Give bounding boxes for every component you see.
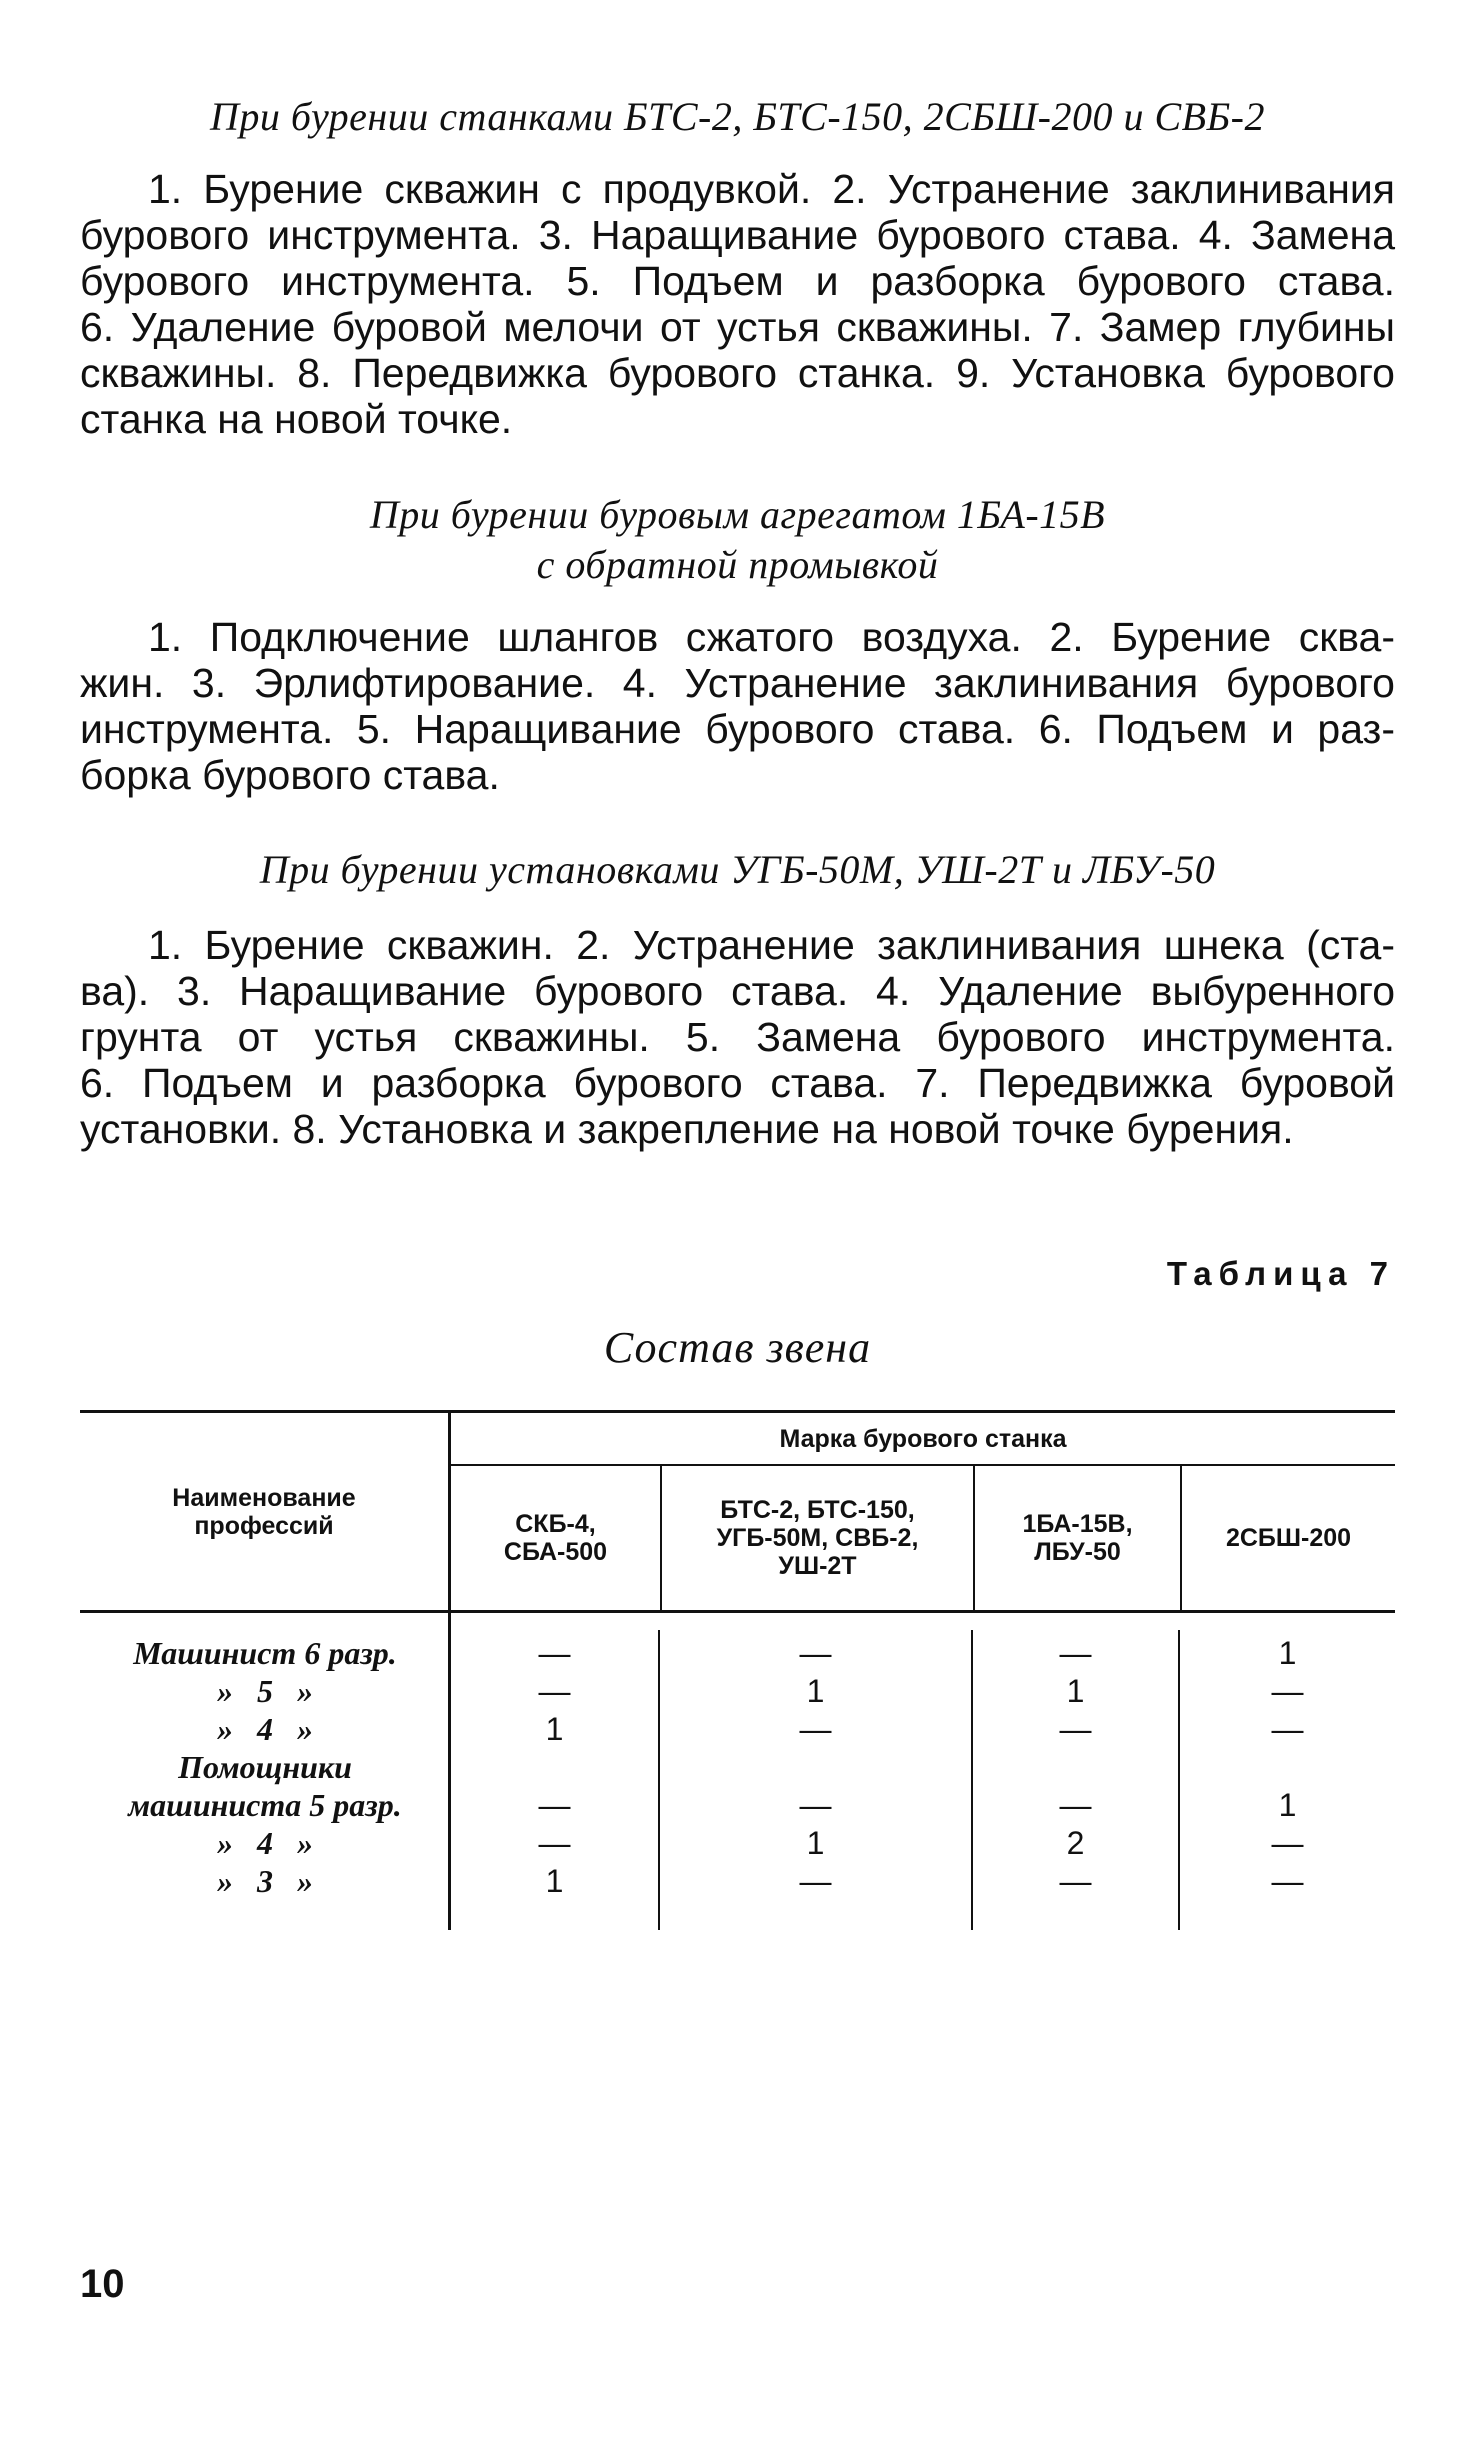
table-cell: 1: [545, 1711, 564, 1747]
table-title: Состав звена: [603, 1323, 872, 1372]
text-line: бурового инструмента. 5. Подъем и разборка бурового става.: [80, 258, 1395, 304]
header-column: БТС-2, БТС-150, УГБ-50М, СВБ-2, УШ-2Т: [716, 1496, 919, 1580]
text-line: борка бурового става.: [80, 752, 500, 798]
text-line: установки. 8. Установка и закрепление на новой точке бурения.: [80, 1106, 1294, 1152]
table-cell: —: [1059, 1787, 1092, 1823]
section-3-heading: [80, 845, 1395, 895]
section-3-text: [80, 922, 1395, 1152]
text-line: бурового инструмента. 3. Наращивание бурового става. 4. Замена: [80, 212, 1395, 258]
text-line: скважины. 8. Передвижка бурового станка. 9. Установка бурового: [80, 350, 1395, 396]
table-cell: —: [1059, 1863, 1092, 1899]
text-line: 6. Подъем и разборка бурового става. 7. Передвижка буровой: [80, 1060, 1395, 1106]
table-cell: —: [1059, 1635, 1092, 1671]
section-3-heading-line: При бурении установками УГБ-50М, УШ-2Т и ЛБУ-50: [259, 847, 1216, 892]
table-cell: —: [799, 1863, 832, 1899]
text-line: станка на новой точке.: [80, 396, 513, 442]
table-header-rule: [80, 1610, 1395, 1613]
table-cell: —: [538, 1635, 571, 1671]
table-cell: 1: [806, 1825, 825, 1861]
row-label: Помощники: [178, 1749, 352, 1785]
text-line: жин. 3. Эрлифтирование. 4. Устранение заклинивания бурового: [80, 660, 1395, 706]
page-number: 10: [80, 2262, 125, 2306]
row-label: машиниста 5 разр.: [128, 1787, 402, 1823]
header-profession: Наименование профессий: [172, 1483, 356, 1540]
section-2-heading-line: При бурении буровым агрегатом 1БА-15В: [369, 492, 1106, 537]
header-column: 2СБШ-200: [1225, 1524, 1352, 1552]
table-cell: —: [1271, 1673, 1304, 1709]
table-cell: —: [1059, 1711, 1092, 1747]
table-cell: —: [799, 1787, 832, 1823]
table-cell: 1: [545, 1863, 564, 1899]
text-line: грунта от устья скважины. 5. Замена бурового инструмента.: [80, 1014, 1395, 1060]
table-cell: —: [1271, 1863, 1304, 1899]
text-line: 1. Подключение шлангов сжатого воздуха. 2. Бурение сква-: [148, 614, 1395, 660]
row-label: » 3 »: [217, 1863, 313, 1899]
table-cell: 1: [1066, 1673, 1085, 1709]
table-cell: —: [1271, 1825, 1304, 1861]
row-label: Машинист 6 разр.: [133, 1635, 397, 1671]
section-2-heading-line: с обратной промывкой: [536, 542, 939, 587]
table-cell: 1: [806, 1673, 825, 1709]
header-column: СКБ-4, СБА-500: [503, 1510, 608, 1566]
text-line: ва). 3. Наращивание бурового става. 4. Удаление выбуренного: [80, 968, 1395, 1014]
section-1-heading-line: При бурении станками БТС-2, БТС-150, 2СБШ-200 и СВБ-2: [209, 94, 1266, 139]
text-line: 1. Бурение скважин с продувкой. 2. Устранение заклинивания: [148, 166, 1395, 212]
table-cell: 1: [1278, 1635, 1297, 1671]
row-label: » 4 »: [217, 1711, 313, 1747]
section-1-heading: [80, 92, 1395, 142]
text-line: 6. Удаление буровой мелочи от устья скважины. 7. Замер глубины: [80, 304, 1395, 350]
table-label: Таблица 7: [1166, 1255, 1395, 1292]
table-cell: —: [799, 1635, 832, 1671]
section-1-text: [80, 166, 1395, 442]
header-column: 1БА-15В, ЛБУ-50: [1022, 1510, 1133, 1566]
table-cell: 2: [1066, 1825, 1085, 1861]
table-cell: 1: [1278, 1787, 1297, 1823]
row-label: » 4 »: [217, 1825, 313, 1861]
row-label: » 5 »: [217, 1673, 313, 1709]
table-cell: —: [1271, 1711, 1304, 1747]
crew-table: [80, 1410, 1395, 1930]
header-group: Марка бурового станка: [779, 1424, 1067, 1453]
table-cell: —: [538, 1673, 571, 1709]
text-line: 1. Бурение скважин. 2. Устранение заклинивания шнека (ста-: [148, 922, 1395, 968]
table-cell: —: [799, 1711, 832, 1747]
section-2-heading: [80, 490, 1395, 590]
table-cell: —: [538, 1825, 571, 1861]
table-cell: —: [538, 1787, 571, 1823]
text-line: инструмента. 5. Наращивание бурового става. 6. Подъем и раз-: [80, 706, 1395, 752]
section-2-text: [80, 614, 1395, 798]
